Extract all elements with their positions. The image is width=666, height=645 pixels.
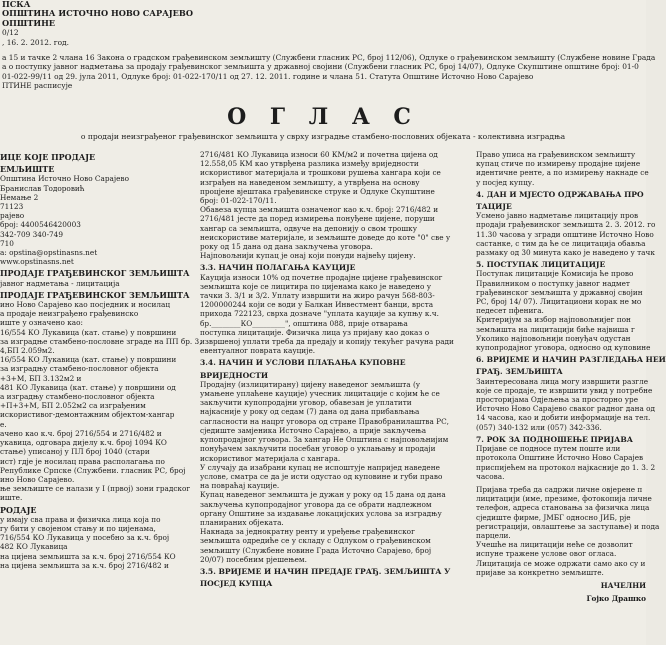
text-line: a: opstina@opstinasns.net [0, 248, 98, 258]
text-line: Лицитација се може одржати само ако су и [476, 558, 646, 568]
text-line: јавног надметања - лицитација [0, 278, 120, 288]
text-line: (057) 340-132 или (057) 342-336. [476, 422, 602, 432]
text-line: гу бити у својеном стању и по цијенама, [0, 523, 156, 533]
text-line: на цијена земљишта за к.ч. број 2716/482 и [0, 560, 169, 570]
text-line: Право уписа на грађевинском земљишту [476, 150, 636, 159]
text-line: умањене уплаћене кауције) учесник лицитације с којим ће се [200, 389, 440, 399]
text-line: земљишта које се лицитира по цијенама како је наведено у [200, 281, 432, 291]
header-line: 01-022-99/11 од 29. јула 2011, Одлуке број: 01-022-170/11 од 27. 12. 2011. године и члана 51. Статута Општине Источно Ново Сарајево [2, 71, 534, 81]
header-block [0, 0, 656, 91]
header-line: а 15 и тачке 2 члана 16 Закона о градском грађевинском земљишту (Службени гласник РС, број 112/06), Одлуке о грађевинском земљишту (Службене новине Града [2, 53, 656, 63]
text-line: 14 часова, као и добити информације на тел. [476, 413, 651, 423]
text-line: које се продаје, те извршити увид у потребне [476, 385, 653, 395]
section-heading: 7. РОК ЗА ПОДНОШЕЊЕ ПРИЈАВА [476, 434, 633, 444]
header-line: ПСКА [2, 0, 31, 9]
text-line: искористивог материјала и трошкови рушења хангара који се [200, 168, 441, 178]
text-line: приспијећем на протокол најкасније до 1. 3. 2 [476, 462, 656, 472]
text-line: у посјед купцу. [476, 177, 535, 187]
text-line: а изградњу стамбено-пословног објекта [0, 392, 155, 402]
text-line: Пријаве се подносе путем поште или [476, 444, 621, 454]
text-line: +3+М, БП 3.132м2 и [0, 373, 82, 383]
text-line: 20/07) посебним рјешењем. [200, 554, 307, 564]
section-heading: ПРОДАЈЕ ГРАЂЕВИНСКОГ ЗЕМЉИШТА [0, 268, 190, 279]
text-line: купопродајног уговора, односно од куповине [476, 343, 651, 353]
text-line: иште. [0, 493, 23, 503]
text-line: ино Ново Сарајево. [0, 474, 75, 484]
text-line: 71123 [0, 202, 24, 212]
text-line: телефон, адреса становања за физичка лица [476, 503, 650, 513]
text-line: 482 КО Лукавица [0, 542, 68, 552]
text-line: 2716/481 јесте да поред измирења понуђене цијене, поруши [200, 214, 435, 224]
text-line: часова. [476, 471, 505, 481]
column-left [0, 150, 202, 645]
text-line: Правилником о поступку јавног надмет [476, 278, 630, 288]
text-line: за изградњу стамбено-пословног објекта [0, 364, 159, 374]
announcement-subtitle: о продаји неизграђеног грађевинског земљишта у сврху изградње стамбено-пословних објеката - колективна изградња [80, 132, 566, 141]
text-line: Немање 2 [0, 192, 39, 202]
text-line: сагласности на нацрт уговора од стране Правобранилаштва РС, [200, 416, 449, 426]
text-line: рајево [0, 211, 25, 221]
text-line: ино Ново Сарајево као посједник и носилац [0, 300, 171, 310]
text-line: Републике Српске (Службени. гласник РС, број [0, 465, 186, 475]
text-line: иште у означено као: [0, 318, 84, 328]
text-line: 16/554 КО Лукавица (кат. стање) у површини [0, 355, 177, 365]
text-line: РС, број 14/ 07). Лицитациони корак не мо [476, 297, 642, 307]
text-line: искористивог материјала с хангара. [200, 453, 341, 463]
section-heading: 3.3. НАЧИН ПОЛАГАЊА КАУЦИЈЕ [200, 263, 356, 273]
text-line: тачки 3. 3/1 и 3/2. Уплату извршити на жиро рачун 568-803- [200, 291, 435, 301]
text-line: за изградње стамбено-пословне зграде на ПП бр. 3, [0, 336, 202, 346]
text-line: земљишта на лицитацији биће највиша г [476, 324, 635, 334]
section-heading: 3.5. ВРИЈЕМЕ И НАЧИН ПРЕДАЈЕ ГРАЂ. ЗЕМЉИШТА У [200, 566, 451, 576]
text-line: Обавеза купца земљишта означеног као к.ч. број: 2716/482 и [200, 205, 439, 215]
text-line: размаку од 30 минута како је наведено у тачк [476, 248, 655, 258]
text-line: прихода 722123, сврха дозначе "уплата кауције за купњу к.ч. [200, 309, 439, 319]
section-heading: ИЦЕ КОЈЕ ПРОДАЈЕ [0, 152, 96, 162]
text-line: 1200000244 који се води у Балкан Инвестмент банци, врста [200, 300, 434, 310]
header-line: а о поступку јавног надметања за продају грађевинског земљишта у државној својини (Службени гласник РС, број 14/07), Одлуке Скупштине општине број: 01-0 [2, 62, 639, 72]
text-line: 2716/481 КО Лукавица износи 60 КМ/м2 и почетна цијена од [200, 150, 438, 159]
text-line: поступка лицитације. Физичка лица уз пријаву као доказ о [200, 327, 430, 337]
text-line: земљишта одредиће се у складу с Одлуком о грађевинском [200, 536, 431, 546]
text-line: регистрацији, овлаштење за заступање) и пода [476, 521, 660, 531]
section-heading: ТАЦИЈЕ [476, 202, 512, 212]
header-line: 0/12 [2, 28, 19, 38]
text-line: земљишту (Службене новине Града Источно Сарајево, број [200, 545, 432, 555]
text-line: сједиште фирме, ЈМБГ односно ЈИБ, рје [476, 512, 631, 522]
section-heading: 3.4. НАЧИН И УСЛОВИ ПЛАЋАЊА КУПОВНЕ [200, 358, 406, 368]
text-line: изграђен на наведеном земљишту, а утврђена на основу [200, 177, 420, 187]
text-line: протокола Општине Источно Ново Сарајев [476, 453, 644, 463]
section-heading: ПОСЈЕД КУПЦА [200, 579, 273, 589]
section-heading: ВРИЈЕДНОСТИ [200, 370, 269, 380]
text-line: ист) гдје је носилац права располагања по [0, 456, 165, 466]
text-line: Уколико најповољнији понуђач одустан [476, 333, 631, 343]
text-line: е. [0, 419, 7, 429]
text-line: парцели. [476, 530, 511, 540]
text-line: број: 01-022-170/11. [200, 196, 277, 206]
text-line: 716/554 КО Лукавица у посебно за к.ч. број [0, 533, 170, 543]
text-line: ачено као к.ч. број 2716/554 и 2716/482 и [0, 428, 162, 438]
section-heading: 5. ПОСТУПАК ЛИЦИТАЦИЈЕ [476, 260, 606, 270]
text-line: састанке, с тим да ће се лицитација обавља [476, 238, 646, 248]
text-line: продаји грађевинског земљишта 2. 3. 2012. го [476, 220, 656, 230]
section-heading: 6. ВРИЈЕМЕ И НАЧИН РАЗГЛЕДАЊА НЕИ [476, 355, 666, 365]
text-line: Најповољнији купац је онај који понуди највећу цијену. [200, 251, 416, 261]
text-line: испуне тражене услове овог огласа. [476, 549, 617, 559]
text-line: сједиште замјеника Источно Сарајево, а прије закључења [200, 425, 427, 435]
text-line: ње земљиште се налази у I (првој) зони градског [0, 484, 191, 494]
text-line: Заинтересована лица могу извршити разгле [476, 376, 649, 386]
text-line: услове, сматра се да је исти одустао од куповине и губи право [200, 471, 443, 481]
text-line: процјене вјештака грађевинске струке и Одлуке Скупштине [200, 186, 435, 196]
column-right [476, 150, 666, 645]
text-line: грађевинског земљишта у државној својин [476, 287, 643, 297]
text-line: 710 [0, 238, 14, 248]
text-line: на повраћај кауције. [200, 481, 280, 491]
signature-title: НАЧЕЛНИ [600, 580, 646, 590]
text-line: +П+3+М, БП 2.052м2 са изграђеним [0, 401, 146, 411]
section-heading: ГРАЂ. ЗЕМЉИШТА [476, 367, 563, 377]
text-line: стање) уписаној у ПЛ број 1040 (стари [0, 447, 150, 457]
text-line: Учешће на лицитацији неће се дозволит [476, 540, 633, 550]
text-line: 4,БП 2.059м2. [0, 346, 55, 356]
text-line: укавица, одговара дијелу к.ч. број 1094 КО [0, 438, 167, 448]
text-line: лицитацији (име, презиме, фотокопија личне [476, 494, 652, 504]
text-line: искористивог-демонтажним објектом-хангар [0, 410, 175, 420]
text-line: У случају да изабрани купац не испоштује напријед наведене [200, 462, 440, 472]
text-line: хангар са земљишта, одвуче на депонију о свом трошку [200, 223, 418, 233]
text-line: а продаје неизграђено грађевинско [0, 309, 139, 319]
text-line: евентуалног поврата кауције. [200, 346, 316, 356]
text-line: број: 4400546420003 [0, 220, 81, 230]
text-line: Продајну (излицитирану) цијену наведеног земљишта (у [200, 379, 421, 389]
header-line: ОПШТИНА ИСТОЧНО НОВО САРАЈЕВО [2, 8, 193, 19]
text-line: Источно Ново Сарајево сваког радног дана од [476, 404, 656, 414]
header-line: , 16. 2. 2012. год. [2, 37, 69, 47]
signature-name: Гојко Драшко [586, 594, 646, 604]
text-line: понуђачем закључити посебан уговор о уклањању и продаји [200, 444, 436, 454]
text-line: неискористиве материјале, и земљиште доведе до коте "0" све у [200, 232, 451, 242]
text-line: Општина Источно Ново Сарајево [0, 174, 129, 184]
text-line: извршеној уплати треба да предају и копију текућег рачуна ради [200, 337, 454, 347]
text-line: идентичне ренте, а по измирењу накнаде се [476, 168, 649, 178]
text-line: Критеријум за избор најповољнијег пон [476, 315, 631, 325]
text-line: купац стиче по измирењу продајне цијене [476, 159, 641, 169]
text-line: Накнада за једнократну ренту и уређење грађевинског [200, 527, 415, 537]
text-line: Бранислав Тодоровић [0, 183, 85, 193]
text-line: пријаве за конкретно земљиште. [476, 567, 604, 577]
text-line: планираних објеката. [200, 517, 284, 527]
announcement-title: О Г Л А С [227, 104, 419, 130]
column-middle [200, 150, 466, 645]
text-line: 481 КО Лукавица (кат. стање) у површини од [0, 382, 176, 392]
text-line: Купац наведеног земљишта је дужан у року од 15 дана од дана [200, 490, 446, 500]
text-line: Поступак лицитације Комисија ће прово [476, 269, 634, 279]
text-line: бр.________КО_________", општина 088, прије отварања [200, 318, 408, 328]
text-line: купопродајног уговора. За хангар Не Општина с најповољнијим [200, 435, 449, 445]
text-line: закључити купопродајни уговор, обавезан је уплатити [200, 398, 412, 408]
text-line: Усмено јавно надметање лицитацију пров [476, 211, 639, 221]
text-line: www.opstinasns.net [0, 257, 74, 267]
text-line: Пријава треба да садржи личне овјерене п [476, 484, 643, 494]
text-line: 12.558,05 КМ као утврђена разлика између вриједности [200, 159, 419, 169]
text-line: најкасније у року од седам (7) дана од дана прибављања [200, 407, 420, 417]
section-heading: ЕМЉИШТЕ [0, 164, 55, 175]
text-line: на цијена земљишта за к.ч. број 2716/554 КО [0, 551, 176, 561]
text-line: у имају сва права и физичка лица која по [0, 514, 161, 524]
text-line: закључења купопродајног уговора да се обрати надлежном [200, 499, 432, 509]
text-line: просторијама Одјељења за просторно уре [476, 395, 639, 405]
text-line: Кауција износи 10% од почетне продајне цијене грађевинског [200, 272, 443, 282]
section-heading: РОДАЈЕ [0, 504, 37, 515]
text-line: органу Општине за издавање локацијских услова за изградњу [200, 508, 442, 518]
text-line: 11.30 часова у згради општине Источно Ново [476, 229, 654, 239]
header-line: ПТИНЕ расписује [2, 81, 73, 91]
text-line: 342-709 340-749 [0, 229, 63, 239]
section-heading: 4. ДАН И МЈЕСТО ОДРЖАВАЊА ПРО [476, 189, 644, 199]
section-heading: ПРОДАЈЕ ГРАЂЕВИНСКОГ ЗЕМЉИШТА [0, 289, 190, 300]
header-line: ОПШТИНЕ [2, 17, 56, 28]
text-line: року од 15 дана од дана закључења уговора. [200, 242, 373, 252]
text-line: педесет пфенига. [476, 306, 544, 316]
text-line: 16/554 КО Лукавица (кат. стање) у површини [0, 327, 177, 337]
